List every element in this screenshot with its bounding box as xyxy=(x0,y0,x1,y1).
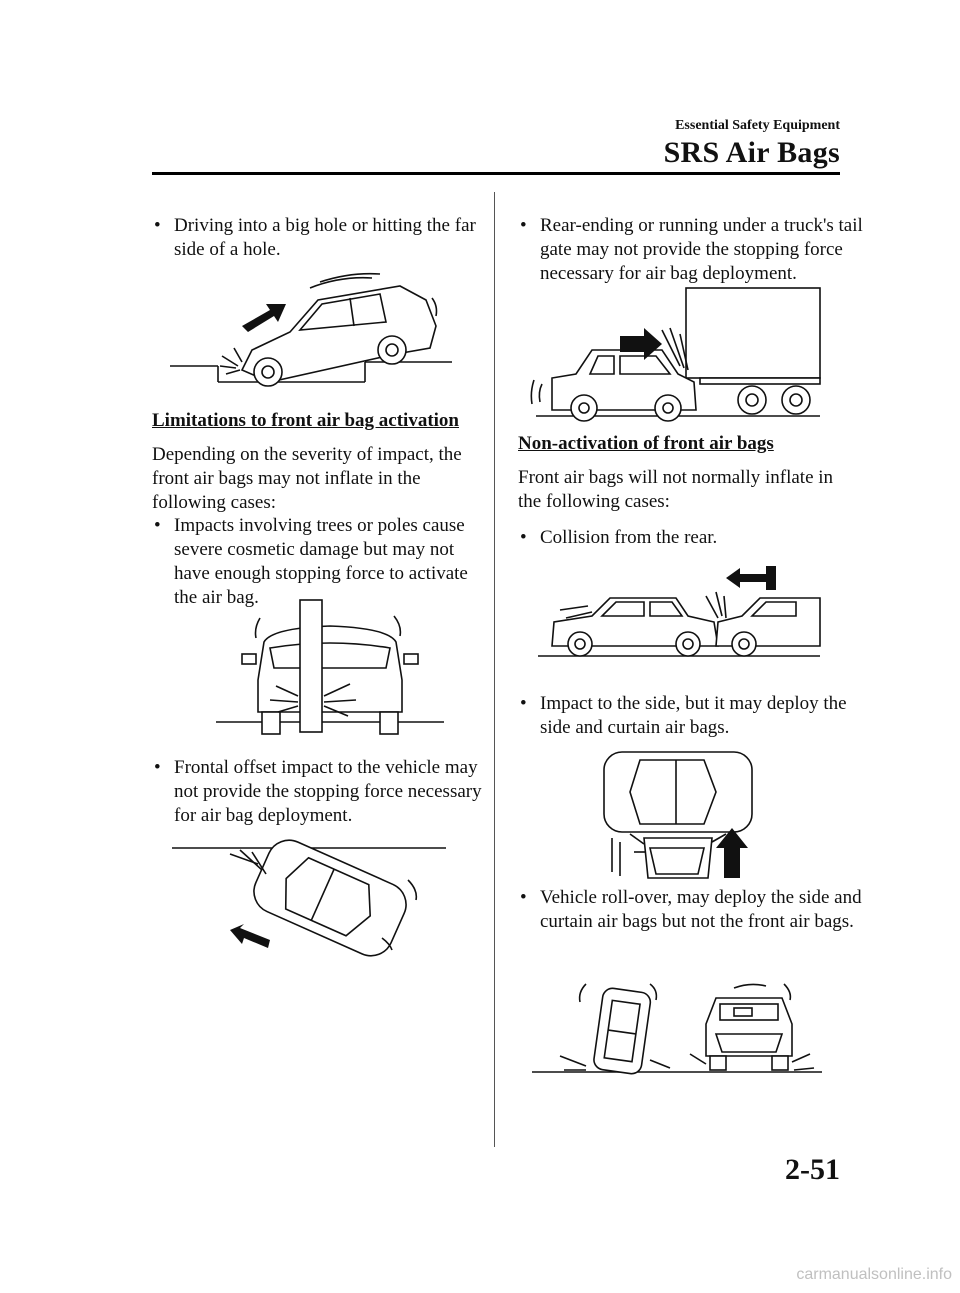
car-side-impact-illustration xyxy=(600,748,760,878)
bullet-offset xyxy=(152,756,494,828)
bullet-trees xyxy=(152,514,494,610)
car-offset-illustration xyxy=(170,840,460,960)
limitations-intro: Depending on the severity of impact, the front air bags may not inflate in the following cases: xyxy=(152,444,462,513)
bullet-hole xyxy=(152,214,494,262)
page-number: 2-51 xyxy=(785,1153,840,1186)
section-label: Essential Safety Equipment xyxy=(675,118,840,133)
nonactivation-heading: Non-activation of front air bags xyxy=(518,433,774,454)
bullet-rollover-text: Vehicle roll-over, may deploy the side and curtain air bags but not the front air bags. xyxy=(540,887,862,932)
bullet-icon: • xyxy=(154,515,161,536)
header-rule xyxy=(152,172,840,175)
car-pole-illustration xyxy=(220,608,460,738)
car-truck-illustration xyxy=(530,284,830,424)
limitations-heading: Limitations to front air bag activation xyxy=(152,410,459,431)
bullet-rollover xyxy=(518,886,870,934)
bullet-icon: • xyxy=(520,693,527,714)
column-divider xyxy=(494,192,495,1147)
bullet-offset-text: Frontal offset impact to the vehicle may not provide the stopping force necessary for air bag deployment. xyxy=(174,757,482,826)
bullet-icon: • xyxy=(520,527,527,548)
bullet-truck-text: Rear-ending or running under a truck's tail gate may not provide the stopping force necessary for air bag deployment. xyxy=(540,215,863,284)
bullet-rear-text: Collision from the rear. xyxy=(540,527,718,548)
nonactivation-intro: Front air bags will not normally inflate in the following cases: xyxy=(518,467,834,512)
bullet-icon: • xyxy=(154,215,161,236)
bullet-icon: • xyxy=(154,757,161,778)
bullet-rear xyxy=(518,526,870,550)
bullet-icon: • xyxy=(520,215,527,236)
car-rollover-illustration xyxy=(530,980,830,1080)
car-rear-collision-illustration xyxy=(536,562,826,662)
bullet-hole-text: Driving into a big hole or hitting the far side of a hole. xyxy=(174,215,476,260)
car-hole-illustration xyxy=(160,270,460,390)
watermark: carmanualsonline.info xyxy=(796,1266,952,1283)
page-title: SRS Air Bags xyxy=(663,136,840,169)
bullet-truck xyxy=(518,214,870,286)
bullet-trees-text: Impacts involving trees or poles cause severe cosmetic damage but may not have enough stopping force to activate the air bag. xyxy=(174,515,468,608)
bullet-icon: • xyxy=(520,887,527,908)
bullet-side xyxy=(518,692,870,740)
bullet-side-text: Impact to the side, but it may deploy the side and curtain air bags. xyxy=(540,693,847,738)
